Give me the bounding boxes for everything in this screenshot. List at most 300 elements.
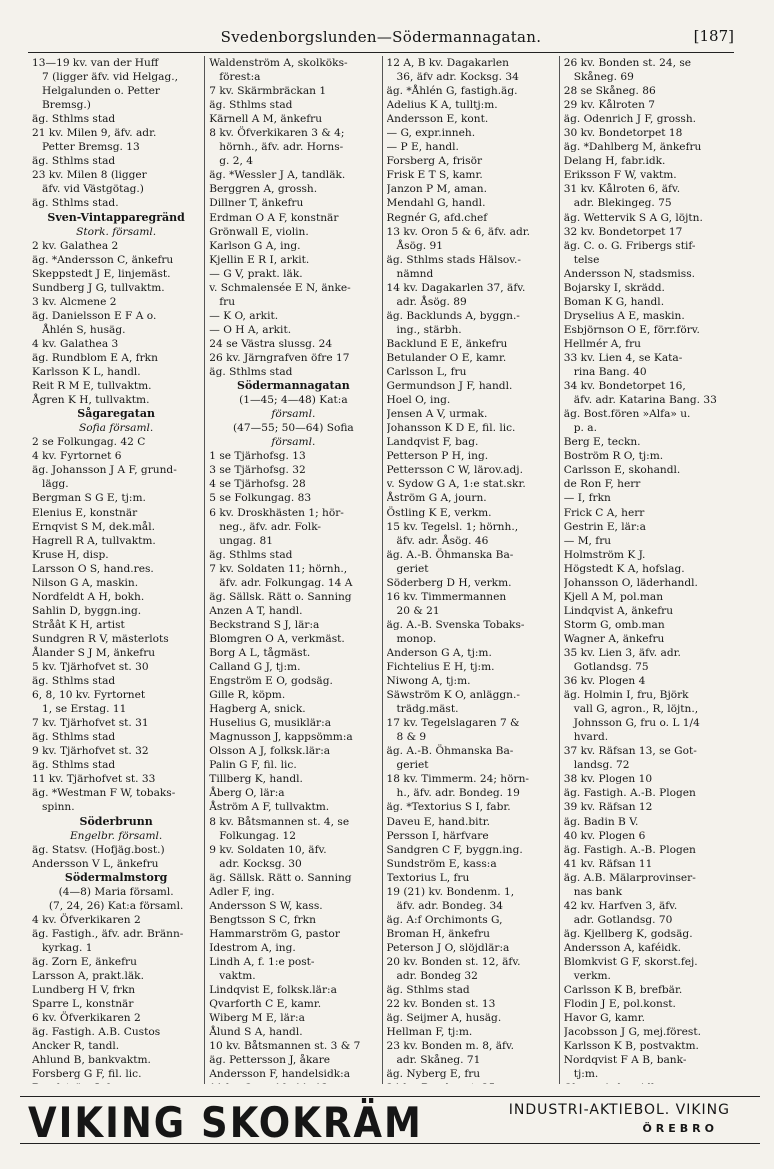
directory-line: Kjell A M, pol.man	[563, 590, 664, 603]
directory-line: församl.	[271, 436, 316, 449]
directory-line: Daveu E, hand.bitr.	[386, 815, 491, 828]
directory-line: 24 se Västra slussg. 24	[209, 337, 333, 350]
directory-line: Havor G, kamr.	[563, 1012, 645, 1025]
directory-line: äg. *Andersson C, änkefru	[32, 253, 174, 266]
directory-line: 2 se Folkungag. 42 C	[32, 436, 146, 449]
directory-line: äg. C. o. G. Fribergs stif-	[563, 239, 696, 252]
directory-line: Anzen A T, handl.	[209, 604, 303, 617]
directory-line: Landqvist F, bag.	[386, 436, 479, 449]
directory-line: Karlsson K L, handl.	[32, 366, 141, 379]
directory-line: Åström A F, tullvaktm.	[209, 801, 330, 814]
directory-line: Pettersson C W, lärov.adj.	[386, 464, 523, 477]
directory-line: Hagberg A, snick.	[209, 703, 306, 716]
directory-line: adr. Blekingeg. 75	[573, 197, 672, 210]
directory-line: Frick C A, herr	[563, 506, 645, 519]
directory-line: Frisk E T S, kamr.	[386, 169, 483, 182]
directory-line: Söderberg D H, verkm.	[386, 576, 512, 589]
directory-line: Adelius K A, tulltj:m.	[386, 99, 498, 112]
directory-line: 9 kv. Tjärhofvet st. 32	[32, 745, 149, 758]
directory-line: 6, 8, 10 kv. Fyrtornet	[32, 689, 146, 702]
directory-line: 28 se Skåneg. 86	[563, 85, 656, 98]
directory-line: 8 kv. Båtsmannen st. 4, se	[209, 815, 350, 828]
directory-line: 42 kv. Harfven 3, äfv.	[563, 899, 678, 912]
directory-line: Nilson G A, maskin.	[32, 576, 139, 589]
directory-line: tj:m.	[573, 1068, 599, 1081]
directory-line: hvard.	[573, 731, 609, 744]
directory-line: 38 kv. Plogen 10	[563, 773, 653, 786]
directory-line: Johnsson G, fru o. L 1/4	[573, 717, 700, 730]
directory-line: 7 kv. Soldaten 11; hörnh.,	[209, 562, 348, 575]
directory-line: Adler F, ing.	[209, 885, 275, 898]
directory-line: äg. Sthlms stad	[32, 155, 116, 168]
directory-line: Ancker R, tandl.	[32, 1040, 120, 1053]
directory-line: Mendahl G, handl.	[386, 197, 486, 210]
directory-line: Fichtelius E H, tj:m.	[386, 661, 495, 674]
directory-line: ing., stärbh.	[396, 323, 462, 336]
directory-line: Åström G A, journ.	[386, 492, 487, 505]
directory-line: äg. A.-B. Öhmanska Ba-	[386, 745, 514, 758]
directory-line: 40 kv. Plogen 6	[563, 829, 646, 842]
directory-line: — G, expr.inneh.	[386, 127, 476, 140]
directory-line: äg. Sthlms stad	[209, 99, 293, 112]
directory-line: Carlsson L, fru	[386, 366, 467, 379]
directory-line: Tillberg K, handl.	[209, 773, 303, 786]
directory-line: Sven-Vintapparegränd	[47, 210, 185, 224]
directory-line: äg. *Westman F W, tobaks-	[32, 787, 176, 800]
directory-line: 36 kv. Plogen 4	[563, 675, 646, 688]
directory-line: 8 kv. Öfverkikaren 3 & 4;	[209, 127, 345, 140]
directory-line: hörnh., äfv. adr. Horns-	[219, 141, 344, 154]
directory-line: äg. *Dahlberg M, änkefru	[563, 141, 702, 154]
directory-line: 9 kv. Soldaten 10, äfv.	[209, 843, 327, 856]
directory-line	[564, 1081, 732, 1084]
directory-line: Magnusson J, kappsömm:a	[209, 731, 353, 744]
directory-line: äg. Sthlms stad	[32, 675, 116, 688]
directory-line: äg. *Wessler J A, tandläk.	[209, 169, 346, 182]
directory-line: äg. A.-B. Öhmanska Ba-	[386, 548, 514, 561]
directory-line: adr. Skåneg. 71	[396, 1054, 481, 1067]
directory-line: äg. Statsv. (Hofjäg.bost.)	[32, 843, 165, 856]
directory-line: adr. Åsög. 89	[396, 295, 467, 308]
directory-line: Jacobsson J G, mej.förest.	[563, 1026, 701, 1039]
directory-line: (1—45; 4—48) Kat:a	[239, 394, 348, 407]
directory-line: 32 kv. Bondetorpet 17	[563, 225, 683, 238]
directory-line: 36, äfv adr. Kocksg. 34	[396, 71, 519, 84]
directory-line: 20 kv. Bonden st. 12, äfv.	[386, 956, 521, 968]
directory-line: 20 & 21	[396, 604, 440, 617]
directory-line: verkm.	[573, 970, 611, 983]
directory-line: Lundberg H V, frkn	[32, 984, 136, 997]
directory-line: Broman H, änkefru	[386, 927, 490, 940]
directory-line: Södermannagatan	[237, 379, 350, 393]
directory-line: äg. Pettersson J, åkare	[209, 1054, 331, 1067]
directory-line: 37 kv. Räfsan 13, se Got-	[563, 745, 697, 758]
directory-line: förest:a	[219, 71, 261, 84]
directory-line: 13 kv. Oron 5 & 6, äfv. adr.	[386, 225, 530, 238]
directory-line: (4—8) Maria församl.	[58, 885, 174, 898]
directory-line: äfv. adr. Bondeg. 34	[396, 899, 503, 912]
directory-line: 16 kv. Timmermannen	[386, 590, 507, 603]
directory-line: äg. Sthlms stad.	[32, 197, 119, 210]
directory-line: v. Sydow G A, 1:e stat.skr.	[386, 478, 526, 491]
directory-line: 26 kv. Järngrafven öfre 17	[209, 351, 350, 364]
directory-line: 10 kv. Båtsmannen st. 3 & 7	[209, 1040, 361, 1053]
directory-line: 4 kv. Öfverkikaren 2	[32, 913, 141, 926]
directory-line: h., äfv. adr. Bondeg. 19	[396, 787, 520, 800]
directory-line: v. Schmalensée E N, änke-	[209, 281, 351, 294]
directory-line: 18 kv. Timmerm. 24; hörn-	[386, 773, 529, 786]
directory-line: — K O, arkit.	[209, 309, 279, 322]
directory-line: 7 kv. Skärmbräckan 1	[209, 85, 327, 98]
directory-line: Calland G J, tj:m.	[209, 661, 301, 674]
directory-line: Ågren K H, tullvaktm.	[32, 394, 150, 407]
directory-line: äg. Holmin I, fru, Björk	[563, 689, 689, 702]
directory-line	[209, 1081, 377, 1084]
directory-line: telse	[573, 253, 600, 266]
directory-line: Larsson A, prakt.läk.	[32, 970, 144, 983]
directory-line: Waldenström A, skolköks-	[209, 57, 348, 69]
directory-line: Niwong A, tj:m.	[386, 675, 471, 688]
directory-line: Åberg O, lär:a	[209, 787, 285, 800]
directory-line: Janzon P M, aman.	[386, 183, 487, 196]
directory-line: äg. Sthlms stad	[32, 113, 116, 126]
directory-line: Gestrin E, lär:a	[563, 520, 646, 533]
directory-line: Skeppstedt J E, linjemäst.	[32, 267, 171, 280]
directory-line: äg. Fastigh. A.-B. Plogen	[563, 787, 696, 800]
directory-line: spinn.	[42, 801, 75, 814]
directory-line: 13—19 kv. van der Huff	[32, 57, 159, 69]
page-title: Svedenborgslunden—Södermannagatan.	[220, 28, 542, 46]
directory-line: rina Bang. 40	[573, 366, 647, 379]
directory-line: Sahlin D, byggn.ing.	[32, 604, 142, 617]
directory-line: äg. Johansson J A F, grund-	[32, 464, 177, 477]
directory-line: Borg A L, tågmäst.	[209, 646, 311, 659]
directory-line: äg. Wettervik S A G, löjtn.	[563, 211, 703, 224]
directory-line: 33 kv. Lien 4, se Kata-	[563, 351, 683, 364]
directory-line: 6 kv. Droskhästen 1; hör-	[209, 506, 344, 519]
directory-line: Idestrom A, ing.	[209, 941, 296, 954]
directory-line: äg. A.-B. Svenska Tobaks-	[386, 618, 525, 631]
directory-line: Sundgren R V, mästerlots	[32, 632, 169, 645]
directory-line: Textorius L, fru	[386, 871, 470, 884]
directory-line: adr. Kocksg. 30	[219, 857, 302, 870]
directory-line: 29 kv. Kålroten 7	[563, 99, 655, 112]
directory-line	[32, 1081, 200, 1084]
ad-company: INDUSTRI-AKTIEBOL. VIKING	[508, 1102, 730, 1118]
directory-line: (7, 24, 26) Kat:a församl.	[48, 899, 184, 912]
directory-line: äg. Sthlms stad	[209, 548, 293, 561]
directory-line: Johansson K D E, fil. lic.	[386, 422, 516, 435]
directory-line: Dillner T, änkefru	[209, 197, 304, 210]
directory-line: Andersson N, stadsmiss.	[563, 267, 696, 280]
directory-line: 1, se Erstag. 11	[42, 703, 127, 716]
directory-line: Folkungag. 12	[219, 829, 296, 842]
directory-line: äfv. adr. Katarina Bang. 33	[573, 394, 717, 407]
directory-line: Germundson J F, handl.	[386, 380, 513, 393]
directory-line: Sparre L, konstnär	[32, 998, 134, 1011]
directory-line: äg. Odenrich J F, grossh.	[563, 113, 697, 126]
directory-line: Reit R M E, tullvaktm.	[32, 380, 152, 393]
directory-line: Gotlandsg. 75	[573, 661, 649, 674]
directory-line: Forsberg A, frisör	[386, 155, 483, 168]
directory-line: Boman K G, handl.	[563, 295, 665, 308]
directory-line: 12 A, B kv. Dagakarlen	[386, 57, 509, 69]
directory-line: äg. Sthlms stad	[32, 731, 116, 744]
directory-line: Petterson P H, ing.	[386, 450, 489, 463]
directory-line: Kruse H, disp.	[32, 548, 109, 561]
directory-line: Palin G F, fil. lic.	[209, 759, 297, 772]
directory-line: 15 kv. Tegelsl. 1; hörnh.,	[386, 520, 519, 533]
directory-line: Stork. församl.	[76, 225, 157, 238]
directory-line: 11 kv. Tjärhofvet st. 33	[32, 773, 156, 786]
directory-line: lägg.	[42, 478, 69, 491]
directory-line: Petter Bremsg. 13	[42, 141, 140, 154]
directory-column-3	[382, 56, 559, 1084]
directory-line: Peterson J O, slöjdlär:a	[386, 941, 510, 954]
directory-line: Bergman S G E, tj:m.	[32, 492, 146, 505]
directory-line: Hellmér A, fru	[563, 337, 641, 350]
directory-line: Wiberg M E, lär:a	[209, 1012, 305, 1025]
directory-line: Wagner A, änkefru	[563, 632, 665, 645]
directory-line: Engström E O, godsäg.	[209, 675, 333, 688]
directory-line: äg. Sällsk. Rätt o. Sanning	[209, 590, 352, 603]
directory-line: Bengtsson S C, frkn	[209, 913, 316, 926]
directory-line: Kjellin E R I, arkit.	[209, 253, 310, 266]
directory-line: 4 kv. Fyrtornet 6	[32, 450, 122, 463]
directory-line: församl.	[271, 408, 316, 421]
directory-line: Erdman O A F, konstnär	[209, 211, 339, 224]
directory-line: neg., äfv. adr. Folk-	[219, 520, 322, 533]
directory-line: — P E, handl.	[386, 141, 459, 154]
directory-line: adr. Bondeg 32	[396, 970, 478, 983]
directory-line: Nordfeldt A H, bokh.	[32, 590, 145, 603]
directory-line: Andersson A, kaféidk.	[563, 941, 682, 954]
directory-line: äg. Backlunds A, byggn.-	[386, 309, 520, 322]
directory-line: Bremsg.)	[42, 99, 91, 112]
directory-line: 30 kv. Bondetorpet 18	[563, 127, 683, 140]
directory-line: 35 kv. Lien 3, äfv. adr.	[563, 646, 681, 659]
directory-line: nas bank	[573, 885, 623, 898]
directory-line: 7 kv. Tjärhofvet st. 31	[32, 717, 149, 730]
directory-line: 23 kv. Milen 8 (ligger	[32, 169, 147, 182]
directory-line: p. a.	[573, 422, 597, 435]
directory-line: 3 kv. Alcmene 2	[32, 295, 117, 308]
ad-city: ÖREBRO	[642, 1122, 718, 1135]
directory-line: 26 kv. Bonden st. 24, se	[563, 57, 692, 69]
directory-line: 7 (ligger äfv. vid Helgag.,	[42, 71, 179, 84]
directory-line: 3 se Tjärhofsg. 32	[209, 464, 306, 477]
directory-line: 5 kv. Tjärhofvet st. 30	[32, 661, 149, 674]
directory-line: Ålund S A, handl.	[209, 1026, 303, 1039]
directory-line: Grönwall E, violin.	[209, 225, 309, 238]
directory-line: 22 kv. Bonden st. 13	[386, 998, 496, 1011]
directory-line: 39 kv. Räfsan 12	[563, 801, 653, 814]
ad-brand: VIKING SKOKRÄM	[28, 1099, 423, 1148]
directory-line: kyrkag. 1	[42, 941, 93, 954]
directory-line: 17 kv. Tegelslagaren 7 &	[386, 717, 520, 730]
directory-line: Hammarström G, pastor	[209, 927, 340, 940]
directory-line: Sundström E, kass:a	[386, 857, 497, 870]
directory-line: äg. Danielsson E F A o.	[32, 309, 157, 322]
directory-line: Hellman F, tj:m.	[386, 1026, 473, 1039]
directory-line: Åsög. 91	[396, 239, 443, 252]
directory-line: 19 (21) kv. Bondenm. 1,	[386, 885, 515, 898]
directory-line: Backlund E E, änkefru	[386, 337, 508, 350]
directory-line: Jensen A V, urmak.	[386, 408, 488, 421]
directory-line: äg. A:f Orchimonts G,	[386, 913, 503, 926]
directory-line: äfv. vid Västgötag.)	[42, 183, 144, 196]
directory-line: Johansson O, läderhandl.	[563, 576, 698, 589]
directory-line: 1 se Tjärhofsg. 13	[209, 450, 306, 463]
directory-line: Regnér G, afd.chef	[386, 211, 488, 224]
directory-line: 31 kv. Kålroten 6, äfv.	[563, 183, 681, 196]
directory-line: Forsberg G F, fil. lic.	[32, 1068, 142, 1081]
directory-line: Andersson E, kont.	[386, 113, 489, 126]
directory-line: 41 kv. Räfsan 11	[563, 857, 653, 870]
directory-columns	[28, 56, 736, 1084]
directory-line: äg. Fastigh., äfv. adr. Bränn-	[32, 927, 184, 940]
directory-line: 6 kv. Öfverkikaren 2	[32, 1012, 141, 1025]
directory-line: Anderson G A, tj:m.	[386, 646, 492, 659]
directory-line: äfv. adr. Folkungag. 14 A	[219, 576, 353, 589]
directory-line: geriet	[396, 759, 429, 772]
directory-line: de Ron F, herr	[563, 478, 641, 491]
directory-line: Lindh A, f. 1:e post-	[209, 956, 315, 968]
directory-line: fru	[219, 295, 236, 308]
directory-line: äg. Badin B V.	[563, 815, 639, 828]
directory-line	[387, 1081, 555, 1084]
directory-line: Blomgren O A, verkmäst.	[209, 632, 345, 645]
directory-line: Esbjörnson O E, förr.förv.	[563, 323, 700, 336]
directory-line: Kärnell A M, änkefru	[209, 113, 323, 126]
directory-line: Sågaregatan	[77, 407, 155, 421]
directory-line: äg. Rundblom E A, frkn	[32, 351, 158, 364]
directory-line: — M, fru	[563, 534, 612, 547]
directory-line: Sandgren C F, byggn.ing.	[386, 843, 523, 856]
directory-line: Karlsson K B, postvaktm.	[563, 1040, 699, 1053]
directory-line: Engelbr. församl.	[69, 829, 163, 842]
directory-line: äg. Bost.fören »Alfa» u.	[563, 408, 691, 421]
directory-line: Huselius G, musiklär:a	[209, 717, 332, 730]
directory-line: 23 kv. Bonden m. 8, äfv.	[386, 1040, 515, 1053]
directory-line: äg. Sthlms stads Hälsov.-	[386, 253, 521, 266]
directory-line: Persson I, härfvare	[386, 829, 489, 842]
directory-line: Qvarforth C E, kamr.	[209, 998, 322, 1011]
directory-line: trädg.mäst.	[396, 703, 459, 716]
directory-line: g. 2, 4	[219, 155, 253, 168]
directory-line: Beckstrand S J, lär:a	[209, 618, 320, 631]
directory-line: vaktm.	[219, 970, 256, 983]
directory-column-4	[559, 56, 736, 1084]
directory-line: äg. Nyberg E, fru	[386, 1068, 481, 1081]
directory-line: Helgalunden o. Petter	[42, 85, 160, 98]
directory-line: Boström R O, tj:m.	[563, 450, 664, 463]
directory-line: Storm G, omb.man	[563, 618, 665, 631]
directory-line: Stråât K H, artist	[32, 618, 125, 631]
directory-line: Blomkvist G F, skorst.fej.	[563, 956, 698, 968]
directory-line: Eriksson F W, vaktm.	[563, 169, 677, 182]
directory-line: Delang H, fabr.idk.	[563, 155, 666, 168]
directory-line: Larsson O S, hand.res.	[32, 562, 154, 575]
directory-column-1	[28, 56, 204, 1084]
directory-line: — I, frkn	[563, 492, 611, 505]
directory-line: äg. Kjellberg K, godsäg.	[563, 927, 693, 940]
directory-line: Hagrell R A, tullvaktm.	[32, 534, 156, 547]
directory-line: Södermalmstorg	[64, 870, 168, 884]
directory-line: — G V, prakt. läk.	[209, 267, 303, 280]
directory-line: Betulander O E, kamr.	[386, 351, 507, 364]
directory-line: Flodin J E, pol.konst.	[563, 998, 676, 1011]
directory-line: vall G, agron., R, löjtn.,	[573, 703, 699, 716]
directory-line: äg. Zorn E, änkefru	[32, 956, 137, 968]
directory-line: Sundberg J G, tullvaktm.	[32, 281, 165, 294]
directory-line: ungag. 81	[219, 534, 273, 547]
directory-line: Sofia församl.	[78, 422, 154, 435]
directory-line: äg. Fastigh. A.-B. Plogen	[563, 843, 696, 856]
directory-line: 4 kv. Galathea 3	[32, 337, 119, 350]
directory-line: Ålander S J M, änkefru	[32, 646, 156, 659]
directory-line: Andersson S W, kass.	[209, 899, 323, 912]
directory-line: 5 se Folkungag. 83	[209, 492, 312, 505]
directory-line: Holmström K J.	[563, 548, 646, 561]
directory-line: Söderbrunn	[79, 814, 153, 828]
directory-line: äfv. adr. Åsög. 46	[396, 534, 489, 547]
directory-line: Carlsson E, skohandl.	[563, 464, 681, 477]
directory-line: Gille R, köpm.	[209, 689, 286, 702]
directory-line: Lindqvist E, folksk.lär:a	[209, 984, 337, 997]
directory-line: Andersson V L, änkefru	[32, 857, 159, 870]
directory-line: Dryselius A E, maskin.	[563, 309, 685, 322]
directory-line: Andersson F, handelsidk:a	[209, 1068, 351, 1081]
directory-line: Nordqvist F A B, bank-	[563, 1054, 687, 1067]
directory-line: — O H A, arkit.	[209, 323, 292, 336]
directory-line: Högstedt K A, hofslag.	[563, 562, 685, 575]
directory-line: äg. Sthlms stad	[386, 984, 470, 997]
directory-line: Östling K E, verkm.	[386, 506, 492, 519]
directory-column-2	[204, 56, 381, 1084]
directory-line: 21 kv. Milen 9, äfv. adr.	[32, 127, 157, 140]
directory-line: Hoel O, ing.	[386, 394, 451, 407]
directory-line: monop.	[396, 632, 437, 645]
directory-line: äg. *Åhlén G, fastigh.äg.	[386, 85, 518, 98]
directory-line: 8 & 9	[396, 731, 427, 744]
advertisement-banner	[20, 1096, 760, 1148]
directory-line: landsg. 72	[573, 759, 630, 772]
directory-line: 14 kv. Dagakarlen 37, äfv.	[386, 281, 526, 294]
directory-line: nämnd	[396, 267, 434, 280]
directory-line: äg. Sthlms stad	[32, 759, 116, 772]
directory-line: äg. Sthlms stad	[209, 366, 293, 379]
directory-line: Ahlund B, bankvaktm.	[32, 1054, 151, 1067]
directory-line: 34 kv. Bondetorpet 16,	[563, 380, 686, 393]
directory-line: Karlson G A, ing.	[209, 239, 301, 252]
directory-line: äg. Fastigh. A.B. Custos	[32, 1026, 161, 1039]
page-header	[28, 22, 734, 53]
directory-line: Elenius E, konstnär	[32, 506, 138, 519]
directory-line: (47—55; 50—64) Sofia	[233, 422, 354, 435]
directory-line: Åhlén S, husäg.	[42, 323, 126, 336]
directory-line: äg. A.B. Mälarprovinser-	[563, 871, 696, 884]
directory-line: Skåneg. 69	[573, 71, 634, 84]
directory-line: Carlsson K B, brefbär.	[563, 984, 683, 997]
directory-line: äg. Sällsk. Rätt o. Sanning	[209, 871, 352, 884]
directory-line: äg. Seijmer A, husäg.	[386, 1012, 502, 1025]
directory-line: äg. *Textorius S I, fabr.	[386, 801, 511, 814]
directory-line: Berggren A, grossh.	[209, 183, 318, 196]
directory-line: Säwström K O, anläggn.-	[386, 689, 520, 702]
page-number: [187]	[693, 27, 734, 45]
directory-line: adr. Gotlandsg. 70	[573, 913, 673, 926]
